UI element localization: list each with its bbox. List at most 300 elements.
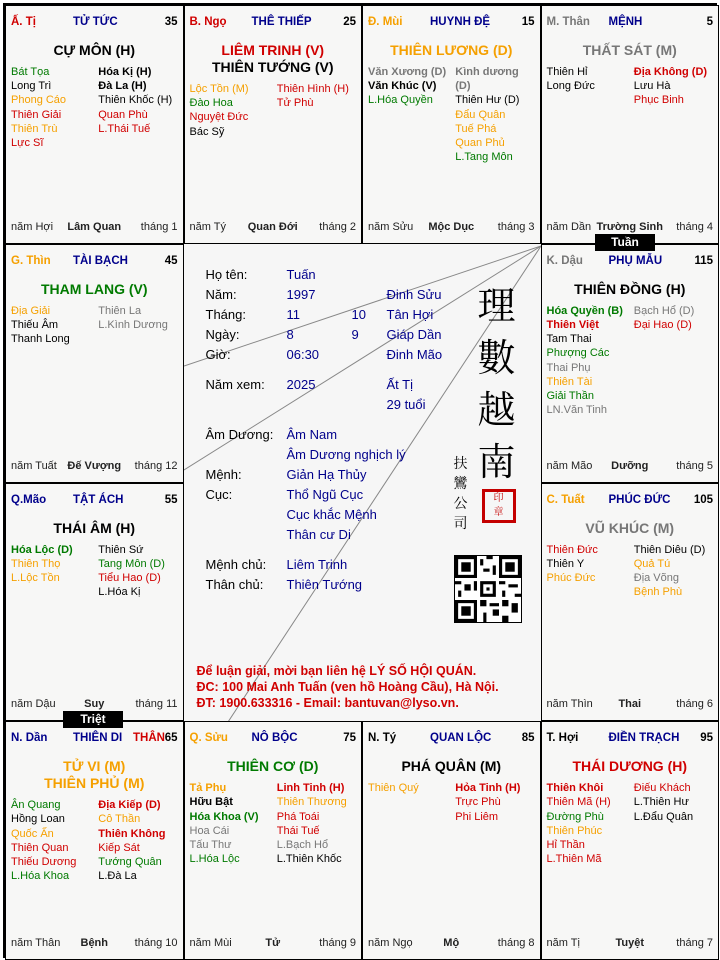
minor-stars-left	[11, 304, 94, 347]
minor-stars-right	[94, 65, 177, 136]
palace-age: 5	[706, 16, 713, 28]
palace-3	[362, 5, 541, 244]
main-star: CỰ MÔN (H)	[53, 42, 136, 58]
minor-star: L.Tang Môn	[455, 151, 513, 164]
palace-branch: T. Hợi	[546, 732, 579, 745]
minor-star: Hồng Loan	[11, 813, 65, 826]
minor-stars-left	[547, 781, 630, 866]
minor-stars-right	[273, 82, 356, 110]
calligraphy-side-text	[452, 454, 470, 534]
minor-star: Thiên Thọ	[11, 557, 61, 570]
minor-star: Thai Phụ	[546, 361, 591, 374]
palace-branch: C. Tuất	[546, 493, 585, 506]
red-seal-stamp: 印 章	[482, 489, 516, 523]
palace-footer	[11, 460, 178, 474]
minor-star: Tả Phụ	[189, 782, 227, 795]
minor-stars-right	[630, 304, 713, 332]
palace-10	[5, 721, 184, 960]
view-year-label: Năm xem:	[205, 376, 265, 392]
palace-footer	[368, 221, 535, 235]
minor-stars-left	[547, 543, 630, 586]
palace-month: tháng 1	[140, 220, 178, 233]
palace-year: năm Thìn	[546, 698, 593, 711]
day-can: Giáp Dần	[386, 326, 442, 342]
palace-branch: M. Thân	[546, 16, 590, 28]
minor-star: Hoa Cái	[189, 824, 230, 837]
minor-star: L.Thái Tuế	[98, 122, 151, 135]
amduong-value-2: Âm Dương nghịch lý	[286, 446, 406, 462]
palace-name: THIÊN DI	[73, 732, 123, 745]
minor-star: L.Hóa Kị	[98, 586, 141, 599]
minor-stars-right	[451, 781, 534, 824]
qr-code	[454, 555, 522, 623]
palace-age: 75	[343, 732, 356, 745]
main-stars	[6, 520, 183, 537]
minor-stars-left	[547, 65, 630, 93]
palace-footer	[368, 937, 535, 951]
minor-star: L.Kình Dương	[98, 318, 168, 331]
minor-star: Thiên Mã (H)	[546, 796, 611, 809]
menh-value: Giản Hạ Thủy	[286, 466, 367, 482]
tuan-badge: Tuần	[595, 234, 655, 251]
palace-month: tháng 6	[676, 698, 713, 711]
palace-year: năm Sửu	[368, 220, 414, 233]
palace-stage: Dưỡng	[611, 459, 649, 472]
hour-value: 06:30	[286, 346, 320, 362]
palace-name: NÔ BỘC	[251, 732, 298, 745]
minor-stars-right	[94, 304, 177, 332]
palace-header	[11, 255, 178, 269]
palace-name: PHÚC ĐỨC	[608, 493, 671, 506]
minor-stars-left	[368, 781, 451, 795]
minor-star: Tam Thai	[546, 333, 592, 346]
name-value: Tuấn	[286, 266, 316, 282]
minor-star: Thiên Quan	[11, 841, 69, 854]
palace-age: 25	[343, 16, 356, 28]
minor-star: Phi Liêm	[455, 810, 499, 823]
palace-month: tháng 5	[676, 459, 713, 472]
palace-1	[5, 5, 184, 244]
minor-star: Giải Thần	[546, 389, 594, 402]
thanchu-label: Thân chủ:	[205, 576, 264, 592]
palace-than-marker: THÂN	[133, 732, 165, 745]
palace-year: năm Dần	[546, 220, 592, 233]
minor-stars-left	[11, 798, 94, 883]
minor-star: Thiên Sứ	[98, 543, 144, 556]
palace-name: THÊ THIẾP	[251, 16, 312, 28]
minor-star: Đường Phù	[546, 810, 604, 823]
minor-star: LN.Văn Tinh	[546, 404, 608, 417]
palace-branch: Q. Sửu	[189, 732, 228, 745]
palace-stage: Quan Đới	[247, 220, 298, 233]
minor-star: L.Lộc Tồn	[11, 571, 60, 584]
minor-star: Thanh Long	[11, 333, 70, 346]
minor-star: Phúc Đức	[546, 571, 596, 584]
palace-5	[541, 244, 720, 483]
minor-star: Linh Tinh (H)	[276, 782, 345, 795]
palace-11	[5, 483, 184, 722]
minor-star: Tử Phù	[276, 97, 314, 110]
minor-star: Thiên Hình (H)	[276, 83, 349, 95]
minor-star: Hóa Kị (H)	[98, 66, 152, 78]
palace-month: tháng 10	[134, 937, 178, 949]
palace-year: năm Mão	[546, 459, 593, 472]
minor-star: Đẩu Quân	[455, 108, 506, 121]
palace-year: năm Mùi	[189, 937, 232, 949]
palace-age: 85	[521, 732, 535, 745]
view-year-can: Ất Tị	[386, 376, 413, 392]
palace-year: năm Dậu	[11, 698, 56, 711]
palace-9	[184, 721, 363, 960]
palace-footer	[547, 221, 714, 235]
palace-age: 95	[700, 732, 713, 745]
triet-badge: Triệt	[63, 711, 123, 728]
palace-branch: N. Dần	[11, 732, 48, 745]
calligraphy-char-4: 南	[477, 439, 516, 484]
month-solar: 11	[286, 306, 300, 322]
view-year-value: 2025	[286, 376, 316, 392]
minor-star: Địa Kiếp (D)	[98, 799, 161, 812]
palace-header	[11, 732, 178, 746]
palace-header	[547, 494, 714, 508]
main-stars	[542, 42, 719, 59]
minor-star: Văn Xương (D)	[368, 66, 447, 78]
cuc-value-2: Cục khắc Mệnh	[286, 506, 377, 522]
palace-name: TẬT ÁCH	[73, 493, 124, 506]
minor-star: Đại Hao (D)	[633, 318, 692, 331]
amduong-label: Âm Dương:	[205, 426, 274, 442]
minor-star: Thiên Đức	[546, 543, 598, 556]
year-label: Năm:	[205, 286, 237, 302]
minor-star: Hỏa Tinh (H)	[455, 782, 521, 795]
palace-branch: N. Tý	[368, 732, 397, 745]
year-value: 1997	[286, 286, 316, 302]
palace-name: MỆNH	[608, 16, 643, 28]
minor-stars-left	[190, 781, 273, 866]
minor-star: L.Hóa Khoa	[11, 870, 70, 883]
minor-star: Thiếu Âm	[11, 318, 59, 331]
main-star: VŨ KHÚC (M)	[585, 519, 675, 536]
palace-stage: Lâm Quan	[67, 220, 122, 233]
main-star: THẤT SÁT (M)	[582, 42, 677, 58]
palace-month: tháng 4	[676, 220, 713, 233]
minor-star: Long Trì	[11, 80, 52, 93]
palace-month: tháng 11	[135, 698, 178, 711]
minor-star: Bát Tọa	[11, 66, 50, 78]
minor-star: Quan Phù	[98, 108, 148, 121]
main-star: PHÁ QUÂN (M)	[401, 758, 502, 775]
minor-star: L.Thiên Hư	[633, 796, 689, 809]
palace-age: 35	[164, 16, 178, 28]
palace-header	[190, 16, 357, 30]
minor-star: Thiên Khôi	[546, 782, 604, 795]
minor-star: Thiên Không	[98, 827, 166, 840]
minor-stars-right	[630, 65, 713, 108]
palace-name: PHỤ MẪU	[608, 254, 663, 267]
palace-year: năm Thân	[11, 937, 61, 949]
palace-branch: G. Thìn	[11, 254, 51, 267]
minor-star: Thiên Giải	[11, 108, 62, 121]
palace-footer	[190, 221, 357, 235]
minor-star: L.Thiên Khốc	[276, 853, 342, 866]
palace-branch: B. Ngọ	[189, 16, 227, 28]
palace-branch: Ấ. Tị	[11, 16, 36, 28]
minor-star: Thiên Quý	[368, 782, 419, 795]
minor-star: Bệnh Phù	[633, 586, 683, 599]
main-star: THIÊN ĐỒNG (H)	[574, 280, 686, 297]
palace-year: năm Tý	[189, 220, 226, 233]
main-stars	[363, 758, 540, 775]
name-label: Họ tên:	[205, 266, 248, 282]
palace-age: 45	[164, 254, 178, 267]
main-stars	[542, 520, 719, 537]
palace-stage: Tử	[265, 937, 281, 949]
palace-header	[11, 16, 178, 30]
main-stars	[6, 42, 183, 59]
main-star: THAM LANG (V)	[40, 280, 148, 297]
palace-2	[184, 5, 363, 244]
minor-star: Hóa Khoa (V)	[189, 810, 259, 823]
minor-star: Lưu Hà	[633, 80, 671, 93]
palace-month: tháng 2	[319, 220, 356, 233]
tuvi-chart	[3, 3, 717, 958]
minor-stars-right	[630, 543, 713, 600]
minor-star: Phượng Các	[546, 347, 610, 360]
calligraphy-char-2: 數	[477, 335, 516, 380]
palace-age: 65	[164, 732, 178, 745]
thanchu-value: Thiên Tướng	[286, 576, 363, 592]
side-char-1: 扶	[453, 455, 468, 472]
minor-stars-right	[630, 781, 713, 824]
main-star: THIÊN CƠ (D)	[227, 758, 319, 775]
minor-stars-left	[190, 82, 273, 139]
minor-star: L.Hóa Lộc	[189, 853, 240, 866]
main-stars	[542, 281, 719, 298]
palace-footer	[547, 937, 714, 951]
palace-stage: Bệnh	[80, 937, 108, 949]
minor-star: Thiên Trù	[11, 122, 58, 135]
minor-star: Thiên Hỉ	[546, 66, 588, 78]
palace-4	[541, 5, 720, 244]
minor-star: Tang Môn (D)	[98, 557, 165, 570]
minor-star: Phục Binh	[633, 94, 684, 107]
month-label: Tháng:	[205, 306, 246, 322]
main-star: THÁI DƯƠNG (H)	[572, 758, 688, 775]
main-star: THÁI ÂM (H)	[53, 519, 136, 536]
minor-star: Bạch Hổ (D)	[633, 304, 695, 317]
minor-stars-right	[94, 543, 177, 600]
palace-header	[368, 16, 535, 30]
palace-name: ĐIỀN TRẠCH	[608, 732, 680, 745]
minor-star: L.Hóa Quyền	[368, 94, 433, 107]
month-can: Tân Hợi	[386, 306, 434, 322]
main-stars	[6, 758, 183, 792]
contact-line-2: ĐC: 100 Mai Anh Tuấn (ven hồ Hoàng Cầu), Hà Nội.	[196, 679, 499, 694]
palace-footer	[11, 937, 178, 951]
main-star: THIÊN TƯỚNG (V)	[211, 59, 334, 75]
minor-star: Phá Toái	[276, 810, 320, 823]
palace-year: năm Ngọ	[368, 937, 413, 949]
minor-star: Thiên La	[98, 304, 142, 317]
minor-stars-left	[547, 304, 630, 418]
minor-star: Địa Võng	[633, 571, 680, 584]
minor-star: Cô Thần	[98, 813, 141, 826]
main-stars	[363, 42, 540, 59]
minor-star: Điếu Khách	[633, 782, 691, 795]
palace-header	[11, 494, 178, 508]
palace-stage: Đế Vượng	[67, 459, 122, 472]
minor-star: Thiếu Dương	[11, 856, 77, 869]
minor-stars-right	[273, 781, 356, 866]
minor-star: Quả Tú	[633, 557, 671, 570]
palace-branch: Q.Mão	[11, 493, 47, 506]
main-stars	[185, 42, 362, 76]
minor-stars-left	[11, 543, 94, 586]
palace-name: HUYNH ĐỆ	[430, 16, 491, 28]
minor-stars-left	[11, 65, 94, 150]
center-info-panel	[184, 244, 541, 722]
palace-footer	[547, 698, 714, 712]
side-char-3: 公	[453, 495, 468, 512]
minor-star: Thiên Hư (D)	[455, 94, 520, 107]
age-value: 29 tuổi	[386, 396, 426, 412]
palace-name: TỬ TỨC	[73, 16, 118, 28]
minor-star: Kiếp Sát	[98, 841, 140, 854]
minor-star: Địa Không (D)	[633, 66, 708, 78]
palace-header	[547, 255, 714, 269]
palace-year: năm Tị	[546, 937, 580, 949]
day-lunar: 9	[351, 326, 359, 342]
minor-star: Đào Hoa	[189, 97, 233, 110]
cuc-label: Cục:	[205, 486, 233, 502]
minor-stars-right	[451, 65, 534, 164]
palace-age: 15	[521, 16, 535, 28]
minor-star: Trực Phù	[455, 796, 501, 809]
palace-name: TÀI BẠCH	[73, 254, 128, 267]
menhchu-value: Liêm Trinh	[286, 556, 348, 572]
menh-label: Mệnh:	[205, 466, 242, 482]
month-lunar: 10	[351, 306, 366, 322]
palace-7	[541, 721, 720, 960]
side-char-2: 鸞	[453, 475, 468, 492]
main-stars	[6, 281, 183, 298]
cuc-value-3: Thân cư Di	[286, 526, 351, 542]
minor-star: Phong Cáo	[11, 94, 67, 107]
palace-stage: Trường Sinh	[596, 220, 663, 233]
hour-can: Đinh Mão	[386, 346, 443, 362]
calligraphy-text	[472, 280, 522, 488]
amduong-value: Âm Nam	[286, 426, 338, 442]
palace-name: QUAN LỘC	[430, 732, 492, 745]
minor-star: Nguyệt Đức	[189, 111, 249, 124]
side-char-4: 司	[453, 515, 468, 532]
minor-star: Hỉ Thần	[546, 839, 585, 852]
minor-star: Tiểu Hao (D)	[98, 571, 161, 584]
palace-month: tháng 8	[497, 937, 535, 949]
day-label: Ngày:	[205, 326, 240, 342]
palace-stage: Tuyệt	[615, 937, 645, 949]
palace-footer	[547, 460, 714, 474]
minor-star: Thái Tuế	[276, 824, 320, 837]
palace-stage: Suy	[84, 698, 105, 711]
day-solar: 8	[286, 326, 294, 342]
palace-footer	[11, 221, 178, 235]
minor-star: Tuế Phá	[455, 122, 497, 135]
minor-star: Hữu Bật	[189, 796, 233, 809]
minor-stars-right	[94, 798, 177, 883]
hour-label: Giờ:	[205, 346, 231, 362]
palace-stage: Mộ	[443, 937, 460, 949]
calligraphy-char-1: 理	[477, 283, 516, 328]
palace-footer	[190, 937, 357, 951]
minor-star: Địa Giải	[11, 304, 51, 317]
palace-12	[5, 244, 184, 483]
menhchu-label: Mệnh chủ:	[205, 556, 267, 572]
minor-star: Thiên Khốc (H)	[98, 94, 173, 107]
palace-year: năm Tuất	[11, 459, 57, 472]
palace-year: năm Hợi	[11, 220, 54, 233]
minor-stars-left	[368, 65, 451, 108]
minor-star: Quan Phủ	[455, 137, 505, 150]
minor-star: Bác Sỹ	[189, 125, 225, 138]
minor-star: L.Bạch Hổ	[276, 839, 329, 852]
palace-month: tháng 9	[319, 937, 356, 949]
palace-header	[547, 732, 714, 746]
palace-header	[547, 16, 714, 30]
main-stars	[542, 758, 719, 775]
minor-star: Thiên Việt	[546, 318, 599, 331]
main-star: THIÊN PHỦ (M)	[44, 775, 145, 792]
palace-month: tháng 12	[134, 459, 178, 472]
minor-star: Hóa Lộc (D)	[11, 543, 73, 556]
minor-star: Hóa Quyền (B)	[546, 304, 623, 317]
palace-month: tháng 3	[497, 220, 535, 233]
minor-star: L.Đẩu Quân	[633, 810, 694, 823]
palace-branch: K. Dậu	[546, 254, 583, 267]
main-star: LIÊM TRINH (V)	[221, 42, 325, 58]
palace-header	[190, 732, 357, 746]
main-star: TỬ VI (M)	[63, 758, 126, 775]
minor-star: Quốc Ấn	[11, 827, 54, 840]
main-star: THIÊN LƯƠNG (D)	[390, 42, 513, 58]
minor-star: Tướng Quân	[98, 856, 162, 869]
palace-month: tháng 7	[676, 937, 713, 949]
palace-age: 105	[693, 493, 713, 506]
minor-star: Thiên Y	[546, 557, 585, 570]
palace-stage: Thai	[618, 698, 642, 711]
cuc-value: Thổ Ngũ Cục	[286, 486, 364, 502]
palace-stage: Mộc Dục	[428, 220, 475, 233]
minor-star: Thiên Thương	[276, 796, 347, 809]
minor-star: Lộc Tồn (M)	[189, 83, 249, 95]
minor-star: Tấu Thư	[189, 839, 232, 852]
minor-star: Lực Sĩ	[11, 137, 44, 150]
palace-6	[541, 483, 720, 722]
minor-star: Văn Khúc (V)	[368, 80, 437, 93]
palace-8	[362, 721, 541, 960]
contact-line-3: ĐT: 1900.633316 - Email: bantuvan@lyso.vn.	[196, 695, 459, 710]
contact-line-1: Để luận giải, mời bạn liên hệ LÝ SỐ HỘI QUÁN.	[196, 663, 477, 678]
minor-star: Long Đức	[546, 80, 595, 93]
calligraphy-char-3: 越	[477, 387, 516, 432]
palace-header	[368, 732, 535, 746]
minor-star: Thiên Tài	[546, 375, 593, 388]
year-can: Đinh Sửu	[386, 286, 442, 302]
main-stars	[185, 758, 362, 775]
palace-branch: Đ. Mùi	[368, 16, 403, 28]
minor-star: L.Đà La	[98, 870, 137, 883]
palace-age: 55	[164, 493, 178, 506]
